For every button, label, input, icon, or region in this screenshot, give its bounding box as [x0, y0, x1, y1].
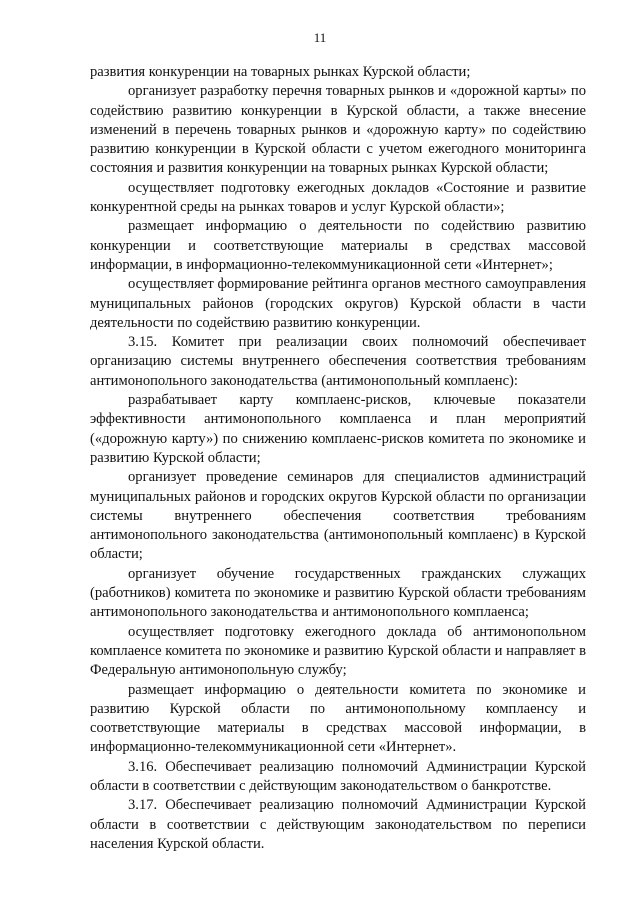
document-body: [90, 63, 586, 854]
paragraph-compliance-publication: размещает информацию о деятельности комитета по экономике и развитию Курской области по антимонопольному комплаенсу и соответствующие материалы в средствах массовой информации, в информационно-телекоммуникационной сети «Интернет».: [90, 681, 586, 756]
clause-3-17: 3.17. Обеспечивает реализацию полномочий Администрации Курской области в соответствии с действующим законодательством по переписи населения Курской области.: [90, 797, 586, 852]
paragraph-staff-training: организует обучение государственных гражданских служащих (работников) комитета по экономике и развитию Курской области требованиям антимонопольного законодательства и антимонопольного комплаенса;: [90, 565, 586, 621]
paragraph-compliance-risk-map: разрабатывает карту комплаенс-рисков, ключевые показатели эффективности антимонопольного комплаенса и план мероприятий («дорожную карту») по снижению комплаенс-рисков комитета по экономике и развитию Курской области;: [90, 392, 586, 466]
paragraph-municipal-rating: осуществляет формирование рейтинга органов местного самоуправления муниципальных районов (городских округов) Курской области в части деятельности по содействию развитию конкуренции.: [90, 276, 586, 331]
clause-3-16: 3.16. Обеспечивает реализацию полномочий Администрации Курской области в соответствии с действующим законодательством о банкротстве.: [90, 758, 586, 794]
paragraph-roadmap: организует разработку перечня товарных рынков и «дорожной карты» по содействию развитию конкуренции в Курской области, а также внесение изменений в перечень товарных рынков и «дорожную карту» по содействию развитию конкуренции в Курской области с учетом ежегодного мониторинга состояния и развития конкуренции на товарных рынках Курской области;: [90, 83, 586, 177]
page-number: 11: [313, 30, 327, 45]
paragraph-compliance-report: осуществляет подготовку ежегодного доклада об антимонопольном комплаенсе комитета по экономике и развитию Курской области и направляет в Федеральную антимонопольную службу;: [90, 623, 586, 679]
clause-3-15: 3.15. Комитет при реализации своих полномочий обеспечивает организацию системы внутреннего обеспечения соответствия требованиям антимонопольного законодательства (антимонопольный комплаенс):: [90, 334, 586, 389]
paragraph-continuation: развития конкуренции на товарных рынках Курской области;: [90, 64, 471, 80]
paragraph-annual-reports: осуществляет подготовку ежегодных докладов «Состояние и развитие конкурентной среды на рынках товаров и услуг Курской области»;: [90, 179, 586, 216]
paragraph-seminars: организует проведение семинаров для специалистов администраций муниципальных районов и городских округов Курской области по организации системы внутреннего обеспечения соответствия требованиям антимонопольного законодательства (антимонопольный комплаенс) в Курской области;: [90, 469, 586, 563]
paragraph-media-publication: размещает информацию о деятельности по содействию развитию конкуренции и соответствующие материалы в средствах массовой информации, в информационно-телекоммуникационной сети «Интернет»;: [90, 218, 586, 273]
